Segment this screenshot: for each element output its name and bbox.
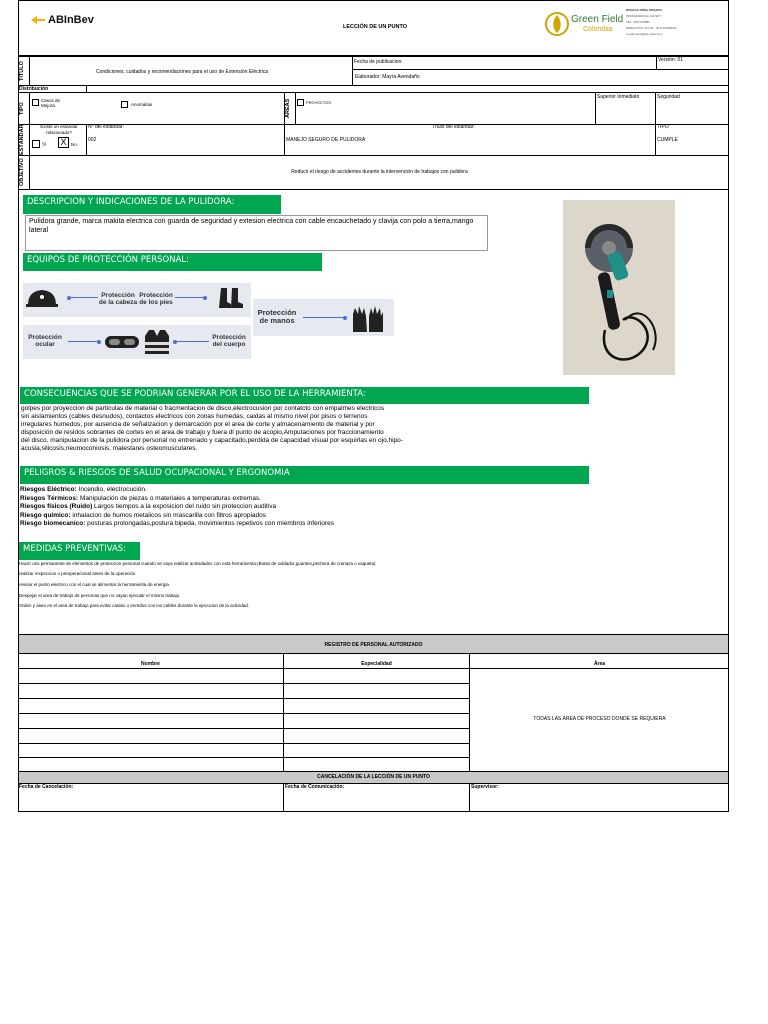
descripcion-title: DESCRIPCION Y INDICACIONES DE LA PULIDORA: (23, 195, 281, 214)
leaf-emblem-icon (545, 9, 569, 39)
cumple-value: CUMPLE (657, 137, 678, 143)
no-label: No (71, 142, 77, 147)
no-checkbox[interactable]: X (58, 137, 69, 148)
card-line: DIRECCIÓN: VIA 40 - 25 # ROSEDAL (626, 26, 678, 30)
medida-item: realizar inspeccion o preoperacional antes de la operación (19, 571, 136, 576)
si-checkbox[interactable] (32, 140, 46, 148)
peligro-label: Riesgos físicos (Ruido) (20, 503, 93, 510)
boots-icon (217, 286, 245, 315)
peligro-text: Largos tiempos a la exposicion del ruido sin proteccion auditiva (92, 503, 277, 510)
grinder-icon (563, 200, 675, 375)
superior-inmediato: Superior Inmediato (597, 94, 640, 100)
peligro-text: inhalacion de humos metalicos sin mascarilla con filtros apropiados (70, 511, 267, 519)
consecuencias-line: del disco, manipulacion de la pulidora por personal no entrenado y capacitado,perdida de capacidad visual por esquirlas en ojo,hipo- (21, 437, 403, 444)
peligros-title: PELIGROS & RIESGOS DE SALUD OCUPACIONAL Y ERGONOMIA (20, 466, 589, 484)
green-field-logo (545, 7, 625, 41)
anomalias-label: Anomalías (131, 102, 153, 107)
peligro-label: Riesgos Eléctrico: (20, 486, 77, 493)
gloves-icon (349, 302, 389, 339)
checkbox-box (121, 101, 128, 108)
checkbox-box (297, 99, 304, 106)
peligro-item (20, 495, 580, 504)
titulo-text: Condiciones, cuidados y recomendaciones para el uso de Extensión Eléctrica (96, 69, 269, 75)
area-value: TODAS LAS AREA DE PROCESO DONDE SE REQUIERA (533, 716, 666, 722)
col-especialidad: Especialidad (361, 661, 392, 667)
descripcion-text: Pulidora grande, marca makita electrica con guarda de seguridad y extesion electrica con cable encauchetado y clavija con polo a tierra,mango lateral (29, 218, 474, 234)
elaborador: Elaborador: Mayra Avendaño (355, 74, 420, 80)
col-nombre: Nombre (141, 661, 160, 667)
epp-manos: Protección de manos (257, 308, 297, 325)
consecuencias-line: irregulares humedos, por ausencia de señalizacion y demarcación por el area de corte y almacenamiento de material y por (21, 421, 375, 428)
objetivo-text: Reducir el riesgo de accidentes durante la intervención de trabajos con pulidora (291, 169, 468, 175)
objetivo-label: OBJETIVO (19, 158, 25, 186)
card-line: PROFESSIONAL SAFETY (626, 14, 662, 18)
tipo-label: TIPO (19, 102, 25, 115)
titulo-estandar-value: MANEJO SEGURO DE PULIDORA (286, 137, 366, 143)
abinbev-mark-icon (30, 15, 46, 25)
cancelacion-header (18, 771, 729, 784)
existe-estandar: Existe un estándar relacionado? (40, 124, 78, 135)
green-field-name: Green Field (571, 14, 624, 25)
peligro-item (20, 512, 580, 521)
cancelacion-title: CANCELACIÓN DE LA LECCIÓN DE UN PUNTO (317, 774, 430, 780)
peligro-text: posturas prolongadas,postura bipeda, movimientos repetivos con miembros inferiores (85, 520, 334, 527)
epp-title: EQUIPOS DE PROTECCIÓN PERSONAL: (23, 253, 322, 271)
brand-name: ABInBev (48, 14, 94, 26)
peligro-text: Incendio, electrocución. (76, 486, 147, 493)
titulo-label: TÍTULO (19, 61, 25, 81)
supervisor: Supervisor: (471, 784, 499, 790)
contact-card (626, 7, 694, 39)
proyectos-checkbox[interactable] (297, 99, 306, 106)
green-field-sub: Colombia (583, 26, 613, 33)
peligros-list (20, 486, 580, 529)
consecuencias-title: CONSECUENCIAS QUE SE PODRIAN GENERAR POR EL USO DE LA HERRAMIENTA: (20, 387, 589, 404)
numero-estandar-label: N° del estándar: (88, 124, 124, 130)
consecuencias-line: acusia,silicosis,neumoconiosis, malestares osteomusculares. (21, 445, 198, 452)
epp-ocular: Protección ocular (28, 334, 62, 348)
page-title: LECCIÓN DE UN PUNTO (342, 24, 408, 30)
descripcion-box (25, 215, 488, 251)
consecuencias-line: golpes por proyeccion de particulas de material o fracmentacion de disco,electrocusion por contatcto con empalmes electricos (21, 405, 385, 412)
grinder-photo (563, 200, 675, 375)
peligro-label: Riesgo biomecanico: (20, 520, 86, 527)
seguridad: Seguridad (657, 94, 680, 100)
peligro-item (20, 520, 580, 529)
medidas-list (19, 561, 719, 608)
checkbox-box (32, 140, 40, 148)
medida-item: Hacer uso permanente de elementos de proteccion personal cuando se vaya realizar actividades con esta herramienta.(Botas de soldador,guantes,pechera de cranaza o vaqueta) (19, 561, 376, 566)
registro-title: REGISTRO DE PERSONAL AUTORIZADO (324, 642, 423, 648)
peligro-label: Riesgo quimico: (20, 511, 71, 519)
casos-mejora-checkbox[interactable] (32, 99, 41, 106)
consecuencias-text (21, 405, 581, 453)
anomalias-checkbox[interactable] (121, 101, 130, 108)
helmet-icon (26, 287, 58, 314)
peligro-text: Manipulación de piezas o materiales a temperaturas extremas. (78, 494, 261, 502)
fecha-publicacion: Fecha de publicacion: (354, 59, 403, 65)
peligro-item (20, 503, 580, 512)
epp-cabeza: Protección de la cabeza (98, 292, 138, 306)
checkbox-box (32, 99, 39, 106)
estandar-label: ESTÁNDAR (19, 124, 25, 155)
version: Versión: 01 (658, 57, 684, 63)
goggles-icon (104, 333, 140, 356)
card-line: RONALD PEÑA ROSADO (626, 8, 662, 12)
medidas-title: MEDIDAS PREVENTIVAS: (19, 542, 140, 560)
fecha-cancelacion: Fecha de Cancelación: (19, 784, 74, 790)
numero-estandar-value: 002 (88, 137, 97, 143)
proyectos-label: PROYECTOS (306, 100, 332, 105)
card-line: TEL. 3017705983 (626, 20, 650, 24)
distribucion-label: Distribución (19, 86, 49, 92)
epp-cuerpo: Protección del cuerpo (212, 334, 246, 348)
registro-header (18, 634, 729, 654)
abinbev-logo (30, 13, 92, 27)
medida-item: Despejar el area de trabajo de personas que no vayan ejecutar el mismo trabajo. (19, 593, 181, 598)
consecuencias-line: disposición de residos sobrantes de cortes en el area de trabajo y fuera dl punto de acopio,Amputaciones por fraccionamiento (21, 429, 384, 436)
si-label: Sí (42, 141, 47, 147)
col-area: Área (593, 661, 606, 667)
medida-item: revisar el punto electrico con el cual se alimentar la herramienta de energia (19, 582, 169, 587)
titulo-estandar-label: Título del estándar: (432, 124, 475, 130)
medida-item: Orden y aseo en el area de trabajo para evitar caidas o enredos con los cables durante la ejecucion de la actividad. (19, 603, 250, 608)
areas-label: ÁREAS (285, 98, 291, 119)
casos-mejora-label: Casos de Mejora (41, 98, 61, 108)
peligro-item (20, 486, 580, 495)
consecuencias-line: sin aislamientos (cables desnudos), contactos electricos con zonas humedas, caidas al mismo nivel por pisos o terrenos (21, 413, 368, 420)
fecha-comunicacion: Fecha de Comunicación: (285, 784, 345, 790)
peligro-label: Riesgos Térmicos: (20, 494, 79, 502)
vest-icon (143, 328, 171, 361)
card-line: ronald.pena@ab-inbev.com (626, 32, 663, 36)
tipo-right-label: TIPO (657, 124, 669, 130)
epp-pies: Protección de los pies (139, 292, 173, 306)
